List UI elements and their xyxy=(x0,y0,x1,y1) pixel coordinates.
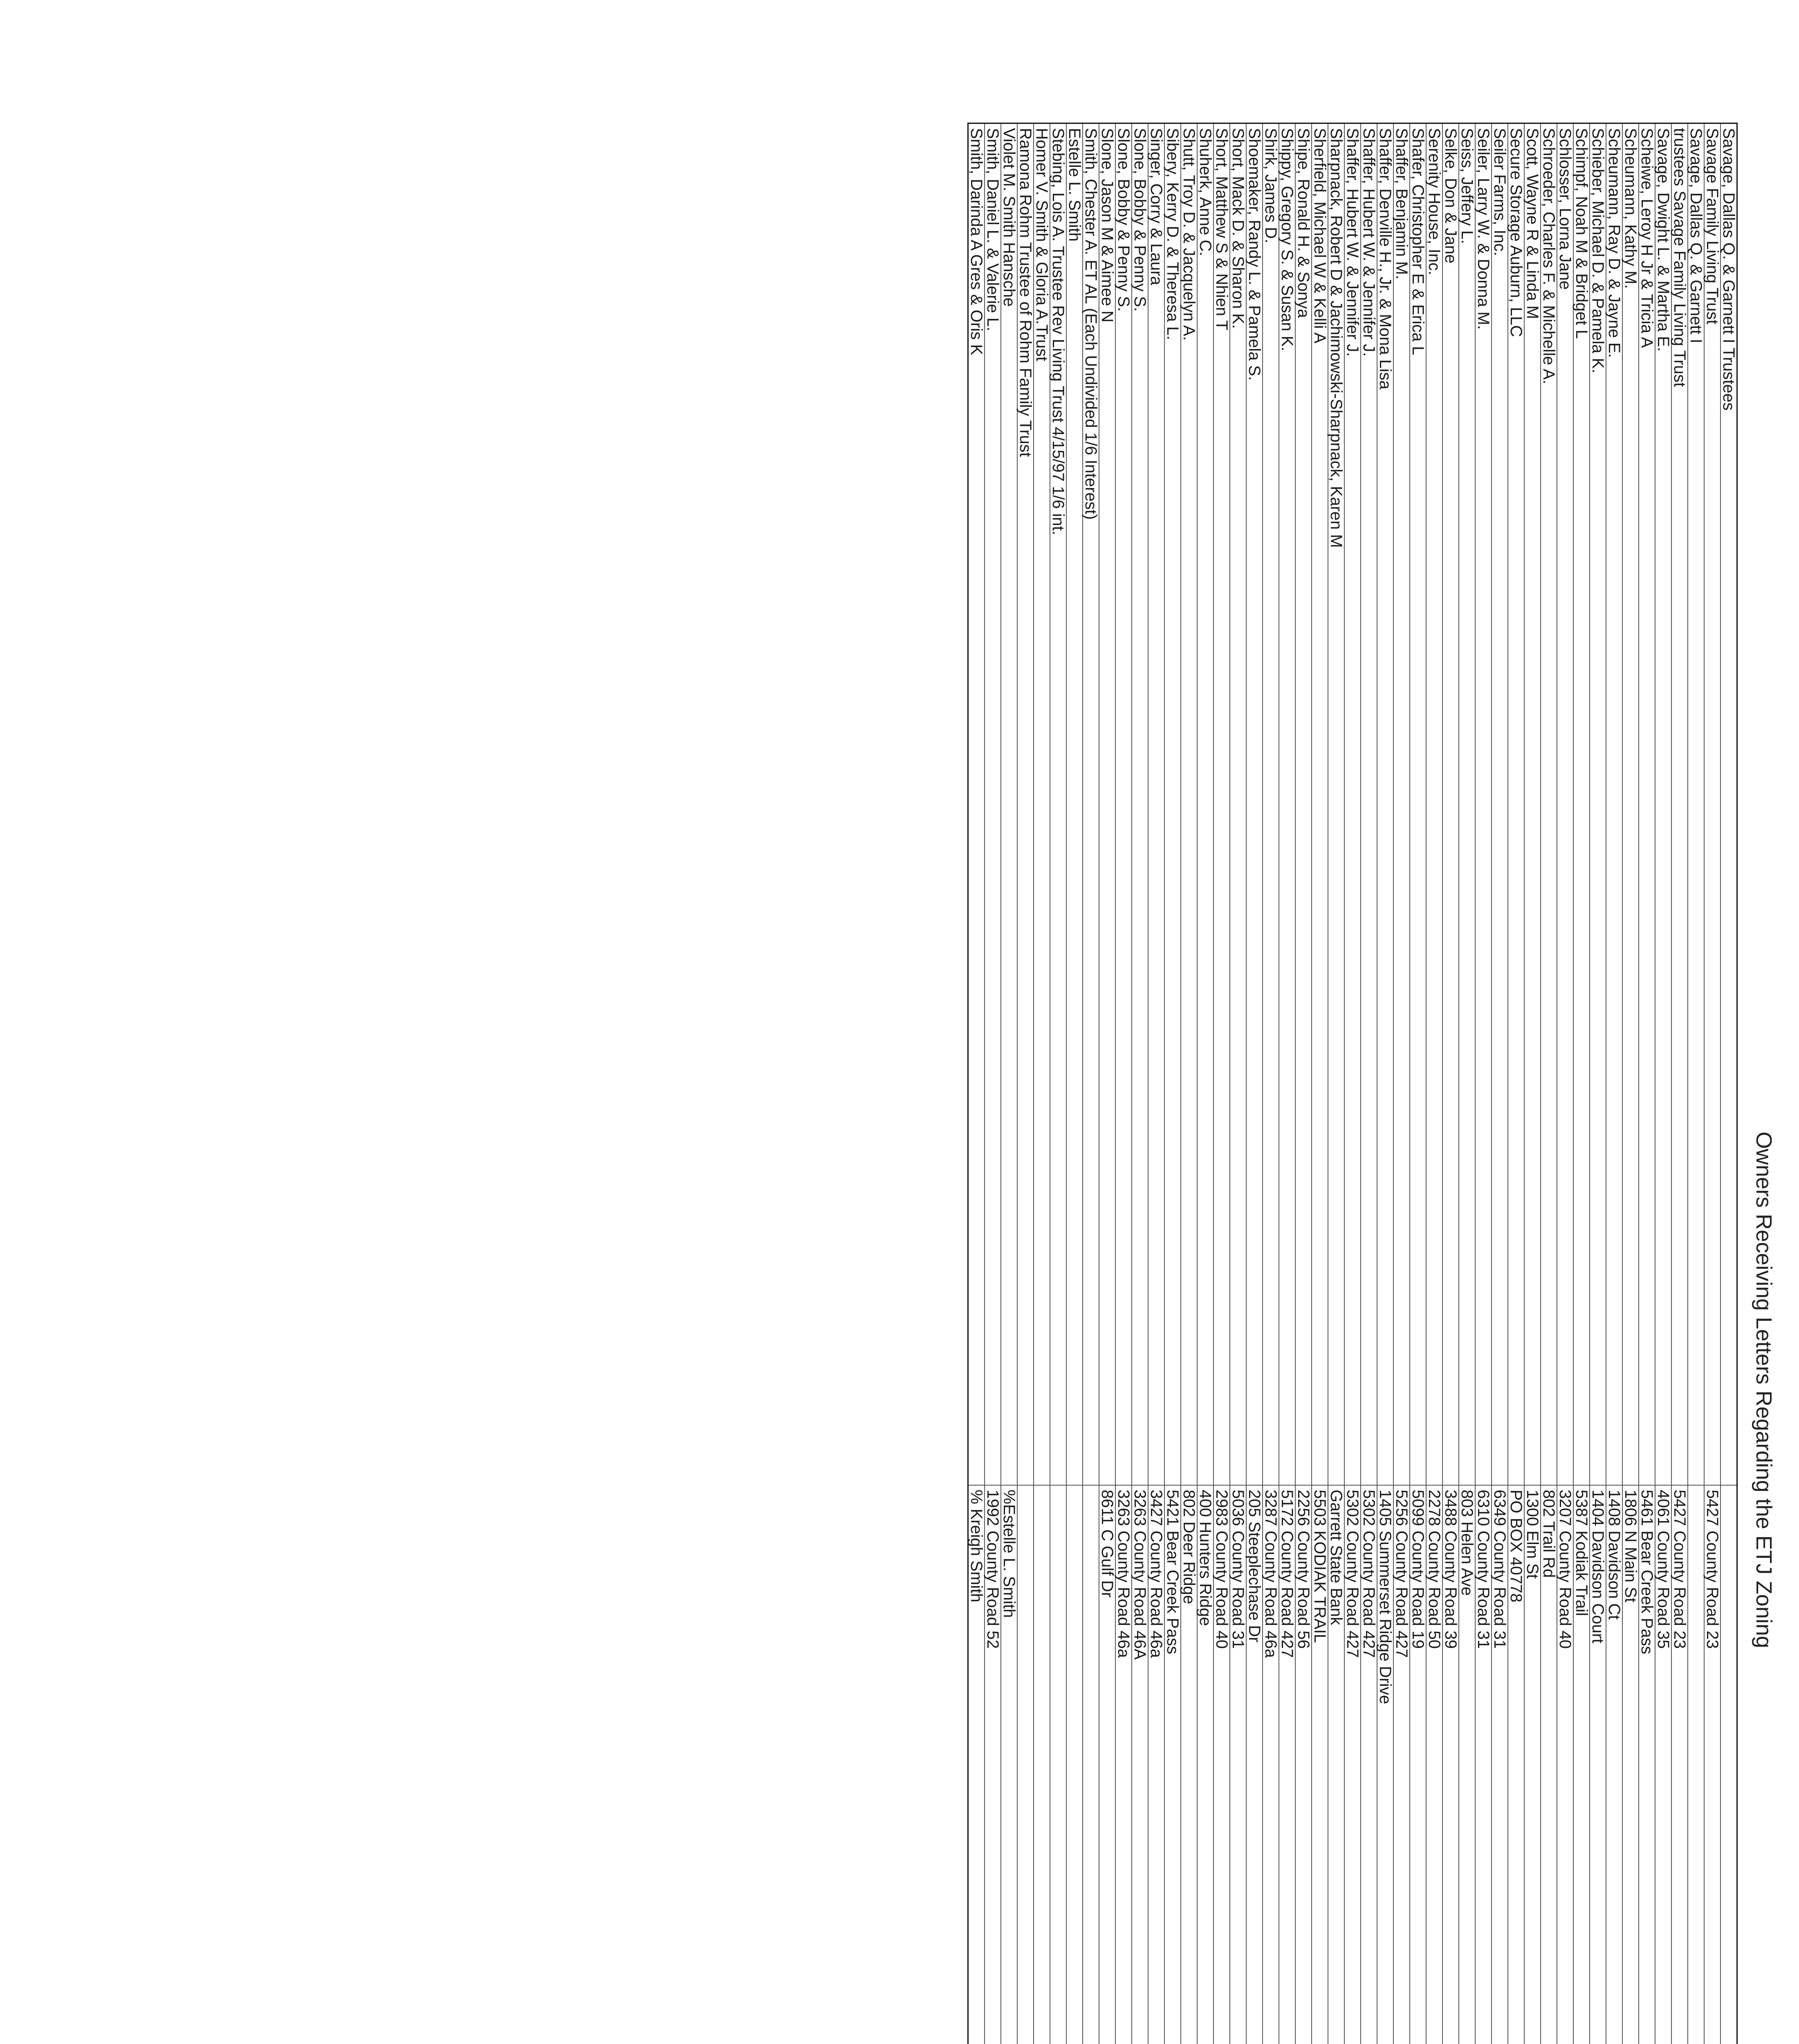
table-row xyxy=(1181,124,1197,2044)
address-line1-cell: 3488 County Road 39 xyxy=(1442,1485,1459,2044)
table-row xyxy=(1508,124,1524,2044)
owner-name-cell: Shutt, Troy D. & Jacquelyn A. xyxy=(1181,124,1197,1485)
table-row xyxy=(1295,124,1312,2044)
owner-name-cell: Scheiwe, Leroy H Jr & Tricia A xyxy=(1639,124,1655,1485)
address-line1-cell xyxy=(1050,1485,1066,2044)
owner-name-cell: Violet M. Smith Hansche xyxy=(1001,124,1017,1485)
table-row xyxy=(1393,124,1410,2044)
address-line1-cell: 5036 County Road 31 xyxy=(1230,1485,1246,2044)
owner-name-cell: Schimpf, Noah M & Bridget L xyxy=(1573,124,1590,1485)
owner-name-cell: Slone, Bobby & Penny S. xyxy=(1132,124,1148,1485)
table-row xyxy=(1475,124,1492,2044)
document-title: Owners Receiving Letters Regarding the ETJ Zoning xyxy=(1752,1132,1776,1648)
table-row xyxy=(1671,124,1688,2044)
address-line1-cell: 205 Steeplechase Dr xyxy=(1246,1485,1263,2044)
table-row xyxy=(1377,124,1393,2044)
address-line1-cell: 400 Hunters Ridge xyxy=(1197,1485,1214,2044)
owners-table-body xyxy=(969,124,1736,2044)
table-row xyxy=(1639,124,1655,2044)
address-line1-cell: 5421 Bear Creek Pass xyxy=(1164,1485,1181,2044)
address-line1-cell: 1404 Davidson Court xyxy=(1590,1485,1606,2044)
owner-name-cell: Shaffer, Denville H., Jr. & Mona Lisa xyxy=(1377,124,1393,1485)
address-line1-cell: 1806 N Main St xyxy=(1622,1485,1639,2044)
owner-name-cell: Shuherk, Anne C. xyxy=(1197,124,1214,1485)
owner-name-cell: Slone, Jason M & Aimee N xyxy=(1099,124,1115,1485)
address-line1-cell: 803 Helen Ave xyxy=(1459,1485,1475,2044)
table-row xyxy=(1148,124,1164,2044)
address-line1-cell: 5427 County Road 23 xyxy=(1704,1485,1720,2044)
table-row xyxy=(1328,124,1344,2044)
address-line1-cell xyxy=(1720,1485,1736,2044)
table-row xyxy=(1688,124,1704,2044)
owner-name-cell: Sibery, Kerry D. & Theresa L. xyxy=(1164,124,1181,1485)
table-row xyxy=(1524,124,1541,2044)
owner-name-cell: Shaffer, Hubert W. & Jennifer J. xyxy=(1361,124,1377,1485)
address-line1-cell: 5302 County Road 427 xyxy=(1344,1485,1361,2044)
address-line1-cell: 1408 Davidson Ct xyxy=(1606,1485,1622,2044)
table-row xyxy=(1279,124,1295,2044)
owner-name-cell: Stebing, Lois A. Trustee Rev Living Trust 4/15/97 1/6 int. xyxy=(1050,124,1066,1485)
address-line1-cell: 2983 County Road 40 xyxy=(1214,1485,1230,2044)
table-row xyxy=(1459,124,1475,2044)
owner-name-cell: Seiss, Jeffery L. xyxy=(1459,124,1475,1485)
table-row xyxy=(1655,124,1671,2044)
address-line1-cell: 8611 C Gulf Dr xyxy=(1099,1485,1115,2044)
address-line1-cell xyxy=(1034,1485,1050,2044)
owner-name-cell: Shaffer, Benjamin M. xyxy=(1393,124,1410,1485)
owner-name-cell: Short, Matthew S & Nhien T xyxy=(1214,124,1230,1485)
owner-name-cell: Scheumann, Kathy M. xyxy=(1622,124,1639,1485)
table-row xyxy=(1066,124,1083,2044)
owner-name-cell: Shoemaker, Randy L. & Pamela S. xyxy=(1246,124,1263,1485)
owner-name-cell: Shafer, Christopher E & Erica L xyxy=(1410,124,1426,1485)
owner-name-cell: Sherfield, Michael W & Kelli A xyxy=(1312,124,1328,1485)
table-row xyxy=(1720,124,1736,2044)
owner-name-cell: Savage, Dallas Q. & Garnett I Trustees xyxy=(1720,124,1736,1485)
owner-name-cell: Slone, Bobby & Penny S. xyxy=(1115,124,1132,1485)
owner-name-cell: Selke, Don & Jane xyxy=(1442,124,1459,1485)
owner-name-cell: Seiler, Larry W. & Donna M. xyxy=(1475,124,1492,1485)
address-line1-cell: 5387 Kodiak Trail xyxy=(1573,1485,1590,2044)
owner-name-cell: Schroeder, Charles F. & Michelle A. xyxy=(1541,124,1557,1485)
table-row xyxy=(1344,124,1361,2044)
table-row xyxy=(1083,124,1099,2044)
owner-name-cell: Secure Storage Auburn, LLC xyxy=(1508,124,1524,1485)
table-row xyxy=(1115,124,1132,2044)
address-line1-cell: 5461 Bear Creek Pass xyxy=(1639,1485,1655,2044)
owner-name-cell: Savage, Dwight L. & Martha E. xyxy=(1655,124,1671,1485)
address-line1-cell: PO BOX 40778 xyxy=(1508,1485,1524,2044)
address-line1-cell: 2278 County Road 50 xyxy=(1426,1485,1442,2044)
table-row xyxy=(1590,124,1606,2044)
owner-name-cell: Shaffer, Hubert W. & Jennifer J. xyxy=(1344,124,1361,1485)
table-row xyxy=(1001,124,1017,2044)
table-row xyxy=(1263,124,1279,2044)
owner-name-cell: Smith, Chester A. ET AL (Each Undivided 1/6 Interest) xyxy=(1083,124,1099,1485)
table-row xyxy=(1230,124,1246,2044)
table-row xyxy=(1426,124,1442,2044)
address-line1-cell: 3263 County Road 46A xyxy=(1132,1485,1148,2044)
address-line1-cell: 3263 County Road 46a xyxy=(1115,1485,1132,2044)
owner-name-cell: Savage Family Living Trust xyxy=(1704,124,1720,1485)
address-line1-cell: 1405 Summerset Ridge Drive xyxy=(1377,1485,1393,2044)
owners-table xyxy=(969,124,1736,2044)
owner-name-cell: Smith, Darinda A Gres & Oris K xyxy=(969,124,985,1485)
address-line1-cell: 2256 County Road 56 xyxy=(1295,1485,1312,2044)
table-row xyxy=(1361,124,1377,2044)
table-row xyxy=(1573,124,1590,2044)
owner-name-cell: trustees Savage Family Living Trust xyxy=(1671,124,1688,1485)
owner-name-cell: Ramona Rohm Trustee of Rohm Family Trust xyxy=(1017,124,1034,1485)
table-row xyxy=(969,124,985,2044)
address-line1-cell: 1300 Elm St xyxy=(1524,1485,1541,2044)
address-line1-cell: % Kreigh Smith xyxy=(969,1485,985,2044)
address-line1-cell: 1992 County Road 52 xyxy=(985,1485,1001,2044)
table-row xyxy=(1246,124,1263,2044)
table-row xyxy=(1099,124,1115,2044)
address-line1-cell: 6310 County Road 31 xyxy=(1475,1485,1492,2044)
owner-name-cell: Singer, Corry & Laura xyxy=(1148,124,1164,1485)
table-row xyxy=(1132,124,1148,2044)
address-line1-cell: 5172 County Road 427 xyxy=(1279,1485,1295,2044)
owner-name-cell: Short, Mack D. & Sharon K. xyxy=(1230,124,1246,1485)
table-row xyxy=(1704,124,1720,2044)
owner-name-cell: Shirk, James D. xyxy=(1263,124,1279,1485)
address-line1-cell: 3287 County Road 46a xyxy=(1263,1485,1279,2044)
owner-name-cell: Estelle L. Smith xyxy=(1066,124,1083,1485)
table-row xyxy=(1606,124,1622,2044)
table-row xyxy=(1492,124,1508,2044)
owner-name-cell: Shipe, Ronald H. & Sonya xyxy=(1295,124,1312,1485)
address-line1-cell xyxy=(1066,1485,1083,2044)
address-line1-cell: 5302 County Road 427 xyxy=(1361,1485,1377,2044)
owner-name-cell: Scheumann, Ray D. & Jayne E. xyxy=(1606,124,1622,1485)
owner-name-cell: Shippy, Gregory S. & Susan K. xyxy=(1279,124,1295,1485)
table-row xyxy=(1541,124,1557,2044)
address-line1-cell: 5256 County Road 427 xyxy=(1393,1485,1410,2044)
table-row xyxy=(1622,124,1639,2044)
owner-name-cell: Scott, Wayne R & Linda M xyxy=(1524,124,1541,1485)
address-line1-cell: 3427 County Road 46a xyxy=(1148,1485,1164,2044)
address-line1-cell: 5503 KODIAK TRAIL xyxy=(1312,1485,1328,2044)
table-row xyxy=(1164,124,1181,2044)
table-row xyxy=(1050,124,1066,2044)
table-row xyxy=(1197,124,1214,2044)
owner-name-cell: Schieber, Michael D. & Pamela K. xyxy=(1590,124,1606,1485)
address-line1-cell xyxy=(1688,1485,1704,2044)
address-line1-cell: 4061 County Road 35 xyxy=(1655,1485,1671,2044)
address-line1-cell: 802 Trail Rd xyxy=(1541,1485,1557,2044)
address-line1-cell xyxy=(1083,1485,1099,2044)
table-row xyxy=(1312,124,1328,2044)
owner-name-cell: Seiler Farms, Inc. xyxy=(1492,124,1508,1485)
owner-name-cell: Savage, Dallas Q. & Garnett I xyxy=(1688,124,1704,1485)
table-row xyxy=(1034,124,1050,2044)
owner-name-cell: Smith, Daniel L. & Valerie L. xyxy=(985,124,1001,1485)
owner-name-cell: Schlosser, Lorna Jane xyxy=(1557,124,1573,1485)
owner-name-cell: Homer V. Smith & Gloria A.Trust xyxy=(1034,124,1050,1485)
address-line1-cell xyxy=(1017,1485,1034,2044)
table-row xyxy=(1442,124,1459,2044)
table-row xyxy=(985,124,1001,2044)
address-line1-cell: 5427 County Road 23 xyxy=(1671,1485,1688,2044)
address-line1-cell: %Estelle L. Smith xyxy=(1001,1485,1017,2044)
table-row xyxy=(1557,124,1573,2044)
table-row xyxy=(1017,124,1034,2044)
owners-table-frame xyxy=(967,123,1738,2044)
owner-name-cell: Sharpnack, Robert D & Jachimowski-Sharpnack, Karen M xyxy=(1328,124,1344,1485)
address-line1-cell: 5099 County Road 19 xyxy=(1410,1485,1426,2044)
address-line1-cell: Garrett State Bank xyxy=(1328,1485,1344,2044)
address-line1-cell: 6349 County Road 31 xyxy=(1492,1485,1508,2044)
table-row xyxy=(1410,124,1426,2044)
owner-name-cell: Serenity House, Inc. xyxy=(1426,124,1442,1485)
address-line1-cell: 802 Deer Ridge xyxy=(1181,1485,1197,2044)
address-line1-cell: 3207 County Road 40 xyxy=(1557,1485,1573,2044)
table-row xyxy=(1214,124,1230,2044)
